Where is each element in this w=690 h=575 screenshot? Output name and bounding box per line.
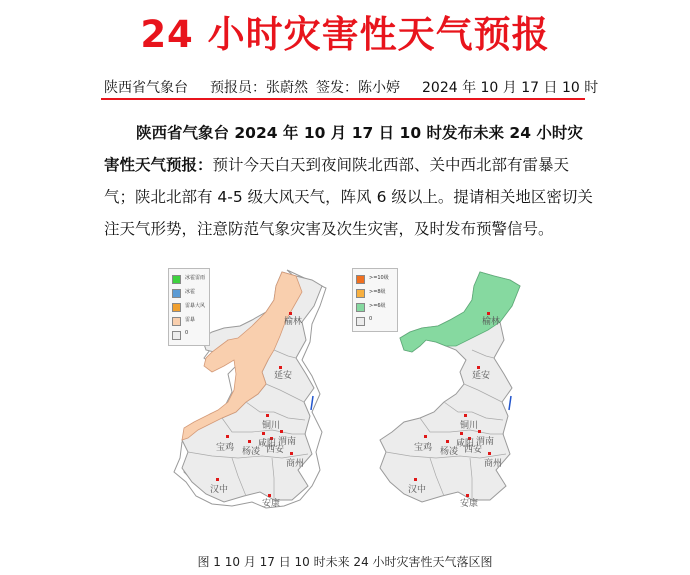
city-label-xian: 西安 xyxy=(266,445,285,455)
city-label-weinan: 渭南 xyxy=(476,437,495,447)
city-label-yulin: 榆林 xyxy=(482,317,501,327)
city-label-yangling: 杨凌 xyxy=(242,447,261,457)
legend-swatch-2 xyxy=(172,303,181,312)
wind-legend xyxy=(352,268,398,332)
issue-datetime: 2024 年 10 月 17 日 10 时 xyxy=(422,80,599,96)
legend-label: 冰雹 xyxy=(185,289,196,295)
city-label-hanzhong: 汉中 xyxy=(408,485,427,495)
legend-swatch-r0 xyxy=(356,275,365,284)
city-label-shangzhou: 商州 xyxy=(286,459,305,469)
legend-swatch-r1 xyxy=(356,289,365,298)
city-label-weinan: 渭南 xyxy=(278,437,297,447)
legend-label: >=8级 xyxy=(369,289,386,295)
river-line-right xyxy=(509,396,511,410)
legend-swatch-r3 xyxy=(356,317,365,326)
issuance-line xyxy=(104,77,599,99)
city-label-yangling: 杨凌 xyxy=(440,447,459,457)
city-label-xianyang: 咸阳 xyxy=(456,439,475,449)
city-label-shangzhou: 商州 xyxy=(484,459,503,469)
legend-label: 0 xyxy=(185,330,189,336)
forecast-lead: 陕西省气象台 2024 年 10 月 17 日 10 时发布未来 24 小时灾害性天气预报： xyxy=(104,124,583,174)
city-label-tongchuan: 铜川 xyxy=(460,421,479,431)
city-label-baoji: 宝鸡 xyxy=(414,443,433,453)
city-label-tongchuan: 铜川 xyxy=(262,421,281,431)
city-label-yanan: 延安 xyxy=(472,371,491,381)
city-label-yanan: 延安 xyxy=(274,371,293,381)
city-label-ankang: 安康 xyxy=(460,499,479,509)
legend-swatch-3 xyxy=(172,317,181,326)
page-title: 24 小时灾害性天气预报 xyxy=(140,13,550,56)
city-label-xian: 西安 xyxy=(464,445,483,455)
forecaster-name: 预报员：张蔚然 xyxy=(210,80,308,96)
issuer-name: 签发：陈小婷 xyxy=(316,80,400,96)
legend-swatch-0 xyxy=(172,275,181,284)
legend-label: >=6级 xyxy=(369,303,386,309)
forecast-text: 预计今天白天到夜间陕北西部、关中西北部有雷暴天气；陕北北部有 4-5 级大风天气，阵风 6 级以上。提请相关地区密切关注天气形势，注意防范气象灾害及次生灾害，及时发布预警信号。 xyxy=(104,156,593,238)
legend-label: 0 xyxy=(369,316,373,322)
city-label-yulin: 榆林 xyxy=(284,317,303,327)
legend-label: >=10级 xyxy=(369,275,389,281)
figure-caption: 图 1 10 月 17 日 10 时未来 24 小时灾害性天气落区图 xyxy=(197,555,493,569)
agency-name: 陕西省气象台 xyxy=(104,80,188,96)
legend-swatch-4 xyxy=(172,331,181,340)
city-label-xianyang: 咸阳 xyxy=(258,439,277,449)
legend-label: 雷暴大风 xyxy=(185,303,206,309)
legend-swatch-1 xyxy=(172,289,181,298)
legend-label: 雷暴 xyxy=(185,317,196,323)
forecast-paragraph xyxy=(104,117,594,245)
city-label-ankang: 安康 xyxy=(262,499,281,509)
city-label-baoji: 宝鸡 xyxy=(216,443,235,453)
legend-label: 冰雹雷雨 xyxy=(185,275,206,281)
header-divider xyxy=(101,98,585,100)
city-label-hanzhong: 汉中 xyxy=(210,485,229,495)
thunderstorm-legend xyxy=(168,268,210,346)
legend-swatch-r2 xyxy=(356,303,365,312)
